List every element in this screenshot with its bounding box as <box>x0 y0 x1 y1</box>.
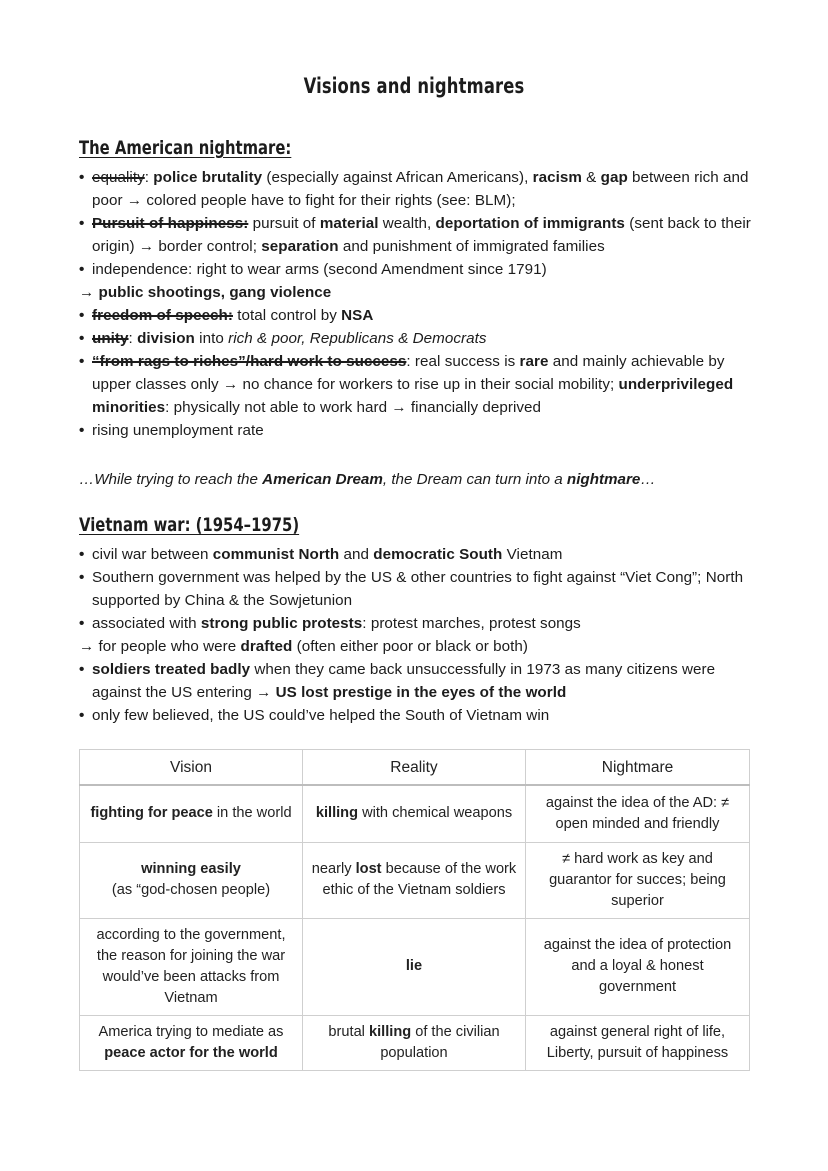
american-dream-quote: …While trying to reach the American Dream, the Dream can turn into a nightmare… <box>79 471 656 488</box>
list-item-protests: • associated with strong public protests: protest marches, protest songs <box>79 612 759 635</box>
cell-vision: fighting for peace in the world <box>80 785 303 842</box>
list-item-equality: • equality: police brutality (especially against African Americans), racism & gap between rich and poor → colored people have to fight for their rights (see: BLM); <box>79 166 759 212</box>
cell-vision: winning easily (as “god-chosen people) <box>80 842 303 918</box>
page-title: Visions and nightmares <box>303 74 525 98</box>
header-vision: Vision <box>80 750 303 786</box>
header-reality: Reality <box>303 750 526 786</box>
list-item-unity: • unity: division into rich & poor, Republicans & Democrats <box>79 327 759 350</box>
american-nightmare-list <box>79 166 759 442</box>
list-item-southern-government: • Southern government was helped by the US & other countries to fight against “Viet Cong”; North supported by China & the Sowjetunion <box>79 566 759 612</box>
list-item-independence: • independence: right to wear arms (second Amendment since 1791) <box>79 258 759 281</box>
cell-reality: killing with chemical weapons <box>303 785 526 842</box>
american-nightmare-heading: The American nightmare: <box>79 137 292 159</box>
list-item-civil-war: • civil war between communist North and democratic South Vietnam <box>79 543 759 566</box>
list-item-shootings: → public shootings, gang violence <box>79 284 332 301</box>
table-row <box>80 1015 750 1070</box>
list-item-speech: • freedom of speech: total control by NSA <box>79 304 759 327</box>
list-item-drafted: → for people who were drafted (often either poor or black or both) <box>79 638 529 655</box>
cell-vision: America trying to mediate as peace actor for the world <box>80 1015 303 1070</box>
list-item-unemployment: • rising unemployment rate <box>79 419 759 442</box>
cell-nightmare: against general right of life, Liberty, pursuit of happiness <box>526 1015 750 1070</box>
vietnam-war-list <box>79 543 759 727</box>
cell-reality: lie <box>303 918 526 1015</box>
table-row <box>80 918 750 1015</box>
vision-reality-nightmare-table <box>79 749 750 1071</box>
vietnam-war-heading: Vietnam war: (1954–1975) <box>79 514 300 536</box>
table-row <box>80 842 750 918</box>
list-item-rags-to-riches: • “from rags to riches”/hard work to success: real success is rare and mainly achievable by upper classes only → no chance for workers to rise up in their social mobility; underprivileged minorities: physically not able to work hard → financially deprived <box>79 350 759 419</box>
list-item-soldiers: • soldiers treated badly when they came back unsuccessfully in 1973 as many citizens were against the US entering → US lost prestige in the eyes of the world <box>79 658 759 704</box>
cell-vision: according to the government, the reason for joining the war would’ve been attacks from Vietnam <box>80 918 303 1015</box>
list-item-few-believed: • only few believed, the US could’ve helped the South of Vietnam win <box>79 704 759 727</box>
header-nightmare: Nightmare <box>526 750 750 786</box>
cell-reality: nearly lost because of the work ethic of the Vietnam soldiers <box>303 842 526 918</box>
cell-nightmare: against the idea of protection and a loyal & honest government <box>526 918 750 1015</box>
cell-nightmare: against the idea of the AD: ≠ open minded and friendly <box>526 785 750 842</box>
cell-reality: brutal killing of the civilian population <box>303 1015 526 1070</box>
list-item-happiness: • Pursuit of happiness: pursuit of material wealth, deportation of immigrants (sent back to their origin) → border control; separation and punishment of immigrated families <box>79 212 759 258</box>
table-header-row <box>80 750 750 786</box>
cell-nightmare: ≠ hard work as key and guarantor for succes; being superior <box>526 842 750 918</box>
table-row <box>80 785 750 842</box>
